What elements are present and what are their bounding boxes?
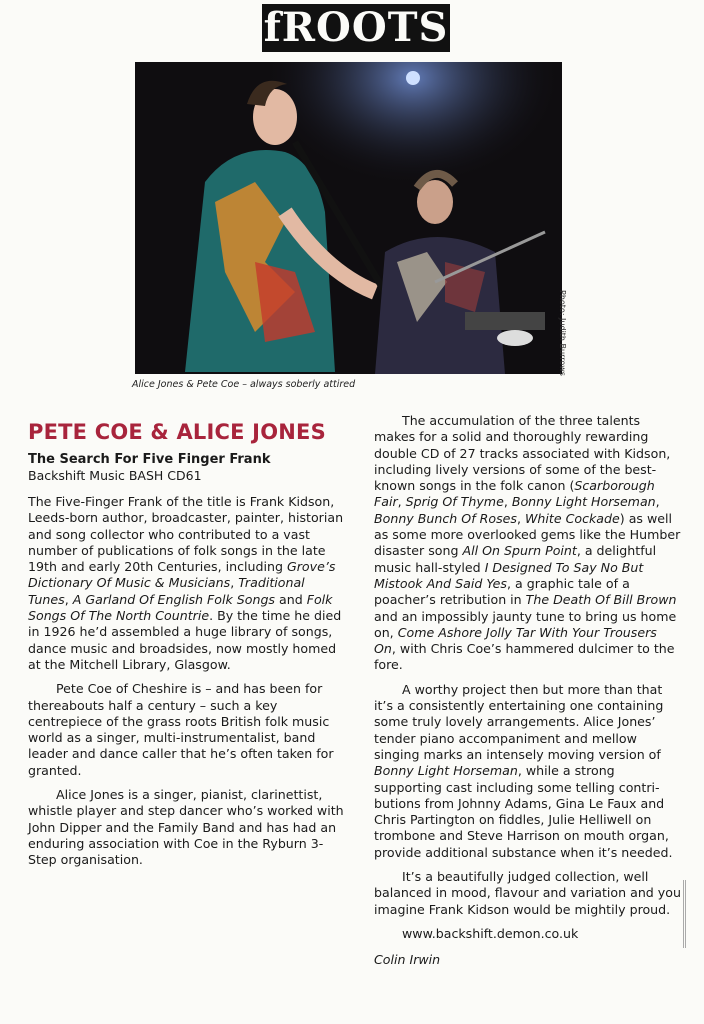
photo-illustration (135, 62, 562, 374)
text-run: A worthy project then but more than that it’s a consistently entertaining one containing some truly lovely arrangements. Alice Jones’ tender piano accompaniment and mellow singing marks an intensely moving version of (374, 681, 664, 762)
text-run: , (64, 591, 73, 607)
text-run: , a delightful music hall-styled (374, 543, 657, 575)
text-run: , (655, 494, 660, 510)
text-run: , (230, 575, 239, 591)
review-paragraph (28, 787, 346, 868)
review-paragraph (28, 494, 346, 673)
title-reference: Bonny Light Horseman (511, 494, 656, 510)
title-reference: Come Ashore Jolly Tar With Your Trousers On (374, 624, 657, 657)
review-paragraph (374, 413, 682, 674)
title-reference: All On Spurn Point (462, 543, 577, 559)
title-reference: Bonny Light Horseman (374, 763, 518, 779)
text-run: , (516, 510, 525, 526)
left-column (28, 420, 346, 877)
title-reference: Folk Songs Of The North Countrie (28, 591, 333, 624)
text-run: Alice Jones is a singer, pianist, clarinettist, whistle player and step dancer who’s worked with John Dipper and the Family Band and has had an enduring association with Coe in the Ryburn 3-Step organisation. (28, 787, 344, 868)
left-paragraphs (28, 494, 346, 869)
title-reference: Traditional Tunes (28, 575, 305, 607)
website-url: www.backshift.demon.co.uk (402, 925, 579, 941)
review-paragraph (374, 869, 682, 918)
title-reference: White Cockade (524, 510, 620, 526)
magazine-logo (262, 4, 450, 52)
text-run: It’s a beautifully judged collection, well balanced in mood, flavour and variation and you imagine Frank Kidson would be mightily proud. (374, 869, 681, 917)
text-run: , a graphic tale of a poacher’s retribution in (374, 575, 630, 608)
title-reference: Sprig Of Thyme (405, 494, 504, 510)
title-reference: Bonny Bunch Of Roses (374, 510, 517, 526)
record-label: Backshift Music BASH CD61 (28, 468, 202, 483)
text-run: ) as well as some more overlooked gems like the Humber disaster song (374, 510, 681, 559)
review-paragraph (28, 681, 346, 779)
scan-edge-mark (683, 880, 686, 948)
text-run: , (397, 494, 406, 510)
title-reference: Grove’s Dictionary Of Music & Musicians (28, 559, 336, 591)
text-run: . By the time he died in 1926 he’d assembled a huge library of songs, dance music and broadsides, now mostly homed at the Mitchell Library, Glasgow. (28, 608, 342, 672)
text-run: and an impossibly jaunty tune to bring us home on, (374, 608, 677, 640)
logo-text: fROOTS (263, 4, 449, 51)
title-reference: Scarborough Fair (374, 478, 655, 510)
right-column (374, 413, 682, 968)
text-run: , while a strong supporting cast including some telling contributions from Johnny Adams, Gina Le Faux and Chris Partington on fiddles, Julie Helliwell on trombone and Steve Harrison on mouth organ, provide additional substance when it’s needed. (374, 763, 673, 860)
author-byline: Colin Irwin (374, 951, 441, 967)
photo-credit: Photo: Judith Burrows (558, 290, 567, 376)
title-reference: I Designed To Say No But Mistook And Said Yes (374, 559, 644, 591)
text-run: , (503, 494, 512, 510)
text-run: , with Chris Coe’s hammered dulcimer to the fore. (374, 641, 675, 673)
review-paragraph (374, 682, 682, 861)
photo-caption: Alice Jones & Pete Coe – always soberly attired (132, 379, 356, 390)
text-run: and (275, 591, 307, 607)
concert-photo (135, 62, 562, 374)
text-run: The accumulation of the three talents makes for a solid and thoroughly rewarding double CD of 27 tracks associated with Kidson, including lively versions of some of the best-known songs in the folk canon ( (374, 413, 671, 494)
album-title: The Search For Five Finger Frank (28, 452, 271, 467)
text-run: Pete Coe of Cheshire is – and has been for thereabouts half a century – such a key centrepiece of the grass roots British folk music world as a singer, multi-instrumentalist, band leader and dance caller that he’s often taken for granted. (28, 681, 334, 778)
text-run: The Five-Finger Frank of the title is Frank Kidson, Leeds-born author, broadcaster, painter, historian and song collector who contributed to a vast number of publications of folk songs in the late 19th and early 20th Centuries, including (28, 494, 344, 575)
title-reference: The Death Of Bill Brown (525, 592, 677, 608)
title-reference: A Garland Of English Folk Songs (72, 591, 275, 607)
right-paragraphs (374, 413, 682, 918)
review-headline: PETE COE & ALICE JONES (28, 420, 326, 444)
